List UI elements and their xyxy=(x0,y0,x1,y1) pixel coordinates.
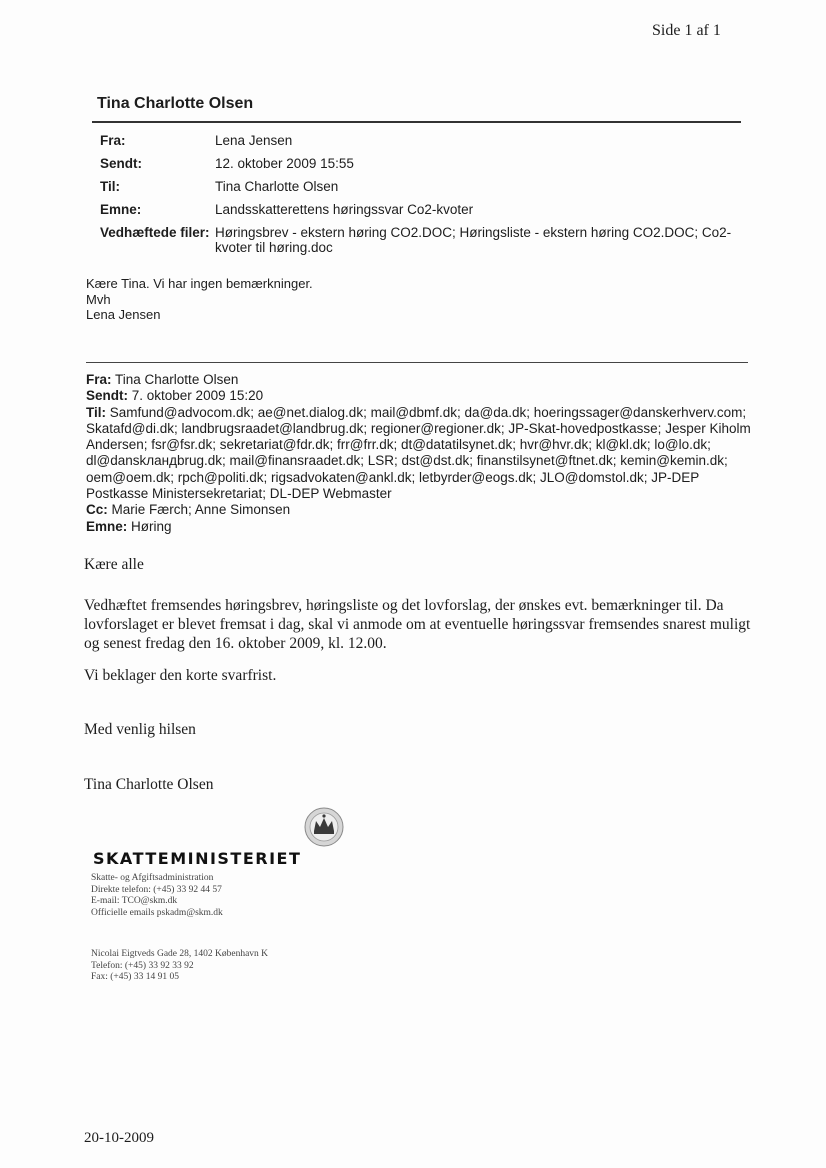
subject-label: Emne: xyxy=(100,202,142,217)
reply-body xyxy=(86,276,313,323)
email: E-mail: TCO@skm.dk xyxy=(91,896,178,906)
footer-date: 20-10-2009 xyxy=(84,1130,154,1146)
to-value: Tina Charlotte Olsen xyxy=(215,179,339,194)
direct-phone: Direkte telefon: (+45) 33 92 44 57 xyxy=(91,884,222,895)
message-paragraph: Vedhæftet fremsendes høringsbrev, høringsliste og det lovforslag, der ønskes evt. bemærkninger til. Da lovforslaget er blevet fremsat i dag, skal vi anmode om at eventuelle høringssvar fremsendes snarest muligt og senest fredag den 16. oktober 2009, kl. 12.00. xyxy=(84,597,751,652)
forwarded-header xyxy=(86,372,756,535)
sent-value: 12. oktober 2009 15:55 xyxy=(215,156,354,171)
fwd-from-value: Tina Charlotte Olsen xyxy=(115,372,239,387)
reply-line: Lena Jensen xyxy=(86,307,161,322)
sent-label: Sendt: xyxy=(100,156,142,171)
subject-value: Landsskatterettens høringssvar Co2-kvoter xyxy=(215,202,474,217)
header-divider xyxy=(92,121,741,123)
reply-line: Mvh xyxy=(86,291,111,307)
fwd-sent-value: 7. oktober 2009 15:20 xyxy=(131,388,264,404)
fwd-sent-label: Sendt: xyxy=(86,388,128,404)
attachments-value: Høringsbrev - ekstern høring CO2.DOC; Høringsliste - ekstern høring CO2.DOC; Co2-kvoter til høring.doc xyxy=(215,225,732,255)
fwd-to-label: Til: xyxy=(86,404,106,420)
street-address: Nicolai Eigtveds Gade 28, 1402 København K xyxy=(91,949,269,959)
fwd-subject-label: Emne: xyxy=(86,518,128,534)
mailbox-owner-title: Tina Charlotte Olsen xyxy=(97,95,254,112)
to-label: Til: xyxy=(100,179,120,194)
from-label: Fra: xyxy=(100,133,126,148)
reply-line: Kære Tina. Vi har ingen bemærkninger. xyxy=(86,276,313,291)
fax: Fax: (+45) 33 14 91 05 xyxy=(91,972,179,982)
fwd-cc-value: Marie Færch; Anne Simonsen xyxy=(111,502,291,518)
page-number: Side 1 af 1 xyxy=(652,22,721,39)
message-apology: Vi beklager den korte svarfrist. xyxy=(84,667,277,684)
forward-divider xyxy=(86,362,748,363)
greeting: Kære alle xyxy=(84,556,144,573)
closing: Med venlig hilsen xyxy=(84,721,196,738)
attachments-label: Vedhæftede filer: xyxy=(100,225,210,240)
ministry-logo: SKATTEMINISTERIET xyxy=(93,849,302,868)
contact-block xyxy=(91,873,223,919)
official-email: Officielle emails pskadm@skm.dk xyxy=(91,907,223,918)
fwd-subject-value: Høring xyxy=(131,518,172,534)
address-block xyxy=(91,949,268,984)
fwd-cc-label: Cc: xyxy=(86,502,108,518)
signature-name: Tina Charlotte Olsen xyxy=(84,776,214,793)
department: Skatte- og Afgiftsadministration xyxy=(91,873,214,883)
main-phone: Telefon: (+45) 33 92 33 92 xyxy=(91,960,194,971)
fwd-from-label: Fra: xyxy=(86,372,112,387)
fwd-to-value: Samfund@advocom.dk; ae@net.dialog.dk; mail@dbmf.dk; da@da.dk; hoeringssager@danskerhverv.com; Skatafd@di.dk; landbrugsraadet@landbrug.dk; regioner@regioner.dk; JP-Skat-hovedpostkasse; Jesper Kiholm Andersen; fsr@fsr.dk; sekretariat@fdr.dk; frr@frr.dk; dt@datatilsynet.dk; hvr@hvr.dk; kl@kl.dk; lo@lo.dk; dl@danskландbrug.dk; mail@finansraadet.dk; LSR; dst@dst.dk; finanstilsynet@ftnet.dk; kemin@kemin.dk; oem@oem.dk; rpch@politi.dk; rigsadvokaten@ankl.dk; letbyrder@eogs.dk; JLO@domstol.dk; JP-DEP Postkasse Ministersekretariat; DL-DEP Webmaster xyxy=(86,404,751,502)
crown-crest-icon xyxy=(300,805,348,854)
from-value: Lena Jensen xyxy=(215,133,293,148)
